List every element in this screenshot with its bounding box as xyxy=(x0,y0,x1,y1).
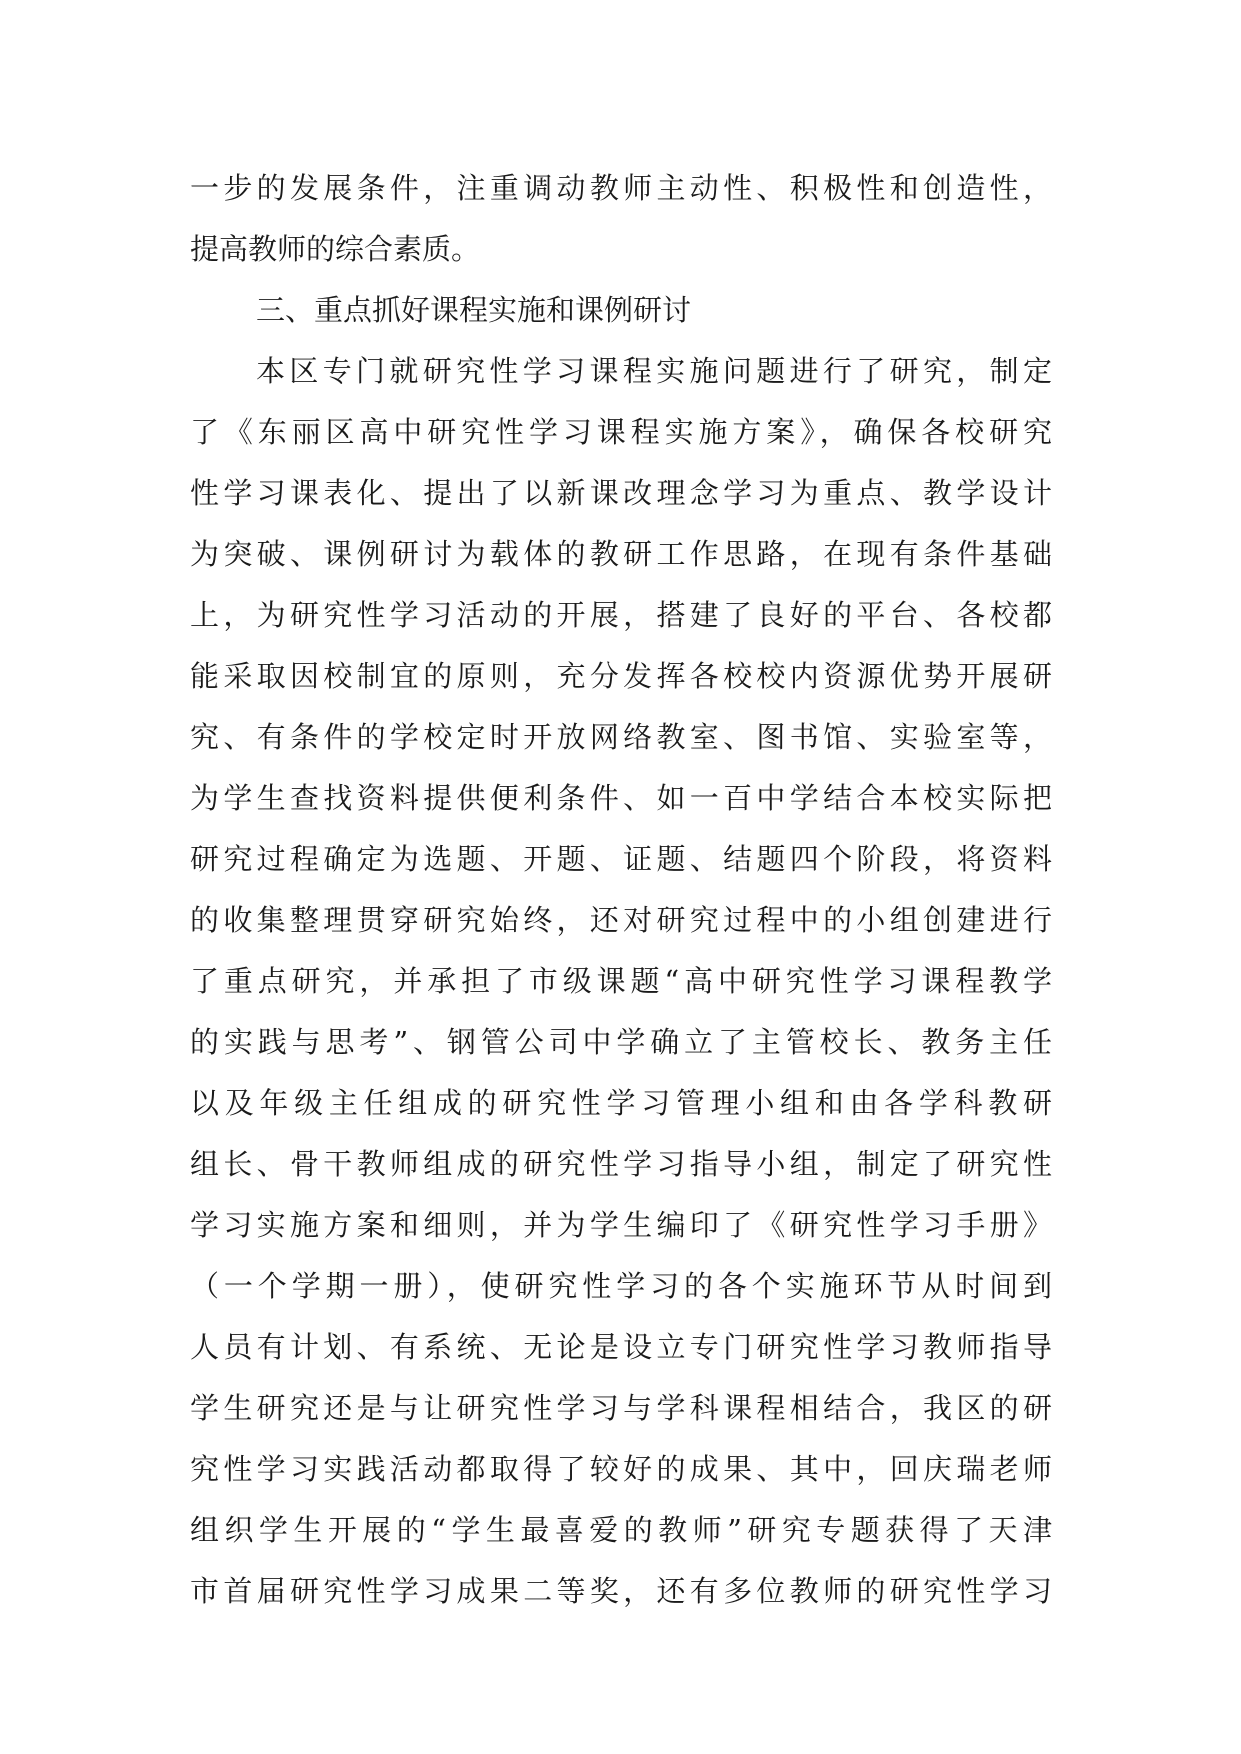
text-line: 学生研究还是与让研究性学习与学科课程相结合，我区的研 xyxy=(190,1391,1052,1425)
text-line: 的实践与思考”、钢管公司中学确立了主管校长、教务主任 xyxy=(190,1025,1052,1059)
body-text xyxy=(190,158,1052,1622)
text-line: 市首届研究性学习成果二等奖，还有多位教师的研究性学习 xyxy=(190,1574,1052,1608)
text-line: 人员有计划、有系统、无论是设立专门研究性学习教师指导 xyxy=(190,1330,1052,1364)
text-line: 提高教师的综合素质。 xyxy=(190,232,481,266)
text-line: （一个学期一册），使研究性学习的各个实施环节从时间到 xyxy=(190,1269,1052,1303)
text-line: 性学习课表化、提出了以新课改理念学习为重点、教学设计 xyxy=(190,476,1052,510)
text-line: 能采取因校制宜的原则，充分发挥各校校内资源优势开展研 xyxy=(190,659,1052,693)
text-line: 一步的发展条件，注重调动教师主动性、积极性和创造性， xyxy=(190,171,1052,205)
text-line: 为学生查找资料提供便利条件、如一百中学结合本校实际把 xyxy=(190,781,1052,815)
text-line: 研究过程确定为选题、开题、证题、结题四个阶段，将资料 xyxy=(190,842,1052,876)
text-line: 以及年级主任组成的研究性学习管理小组和由各学科教研 xyxy=(190,1086,1052,1120)
text-line: 本区专门就研究性学习课程实施问题进行了研究，制定 xyxy=(256,354,1052,388)
text-line: 组长、骨干教师组成的研究性学习指导小组，制定了研究性 xyxy=(190,1147,1052,1181)
text-line: 的收集整理贯穿研究始终，还对研究过程中的小组创建进行 xyxy=(190,903,1052,937)
text-line: 上，为研究性学习活动的开展，搭建了良好的平台、各校都 xyxy=(190,598,1052,632)
text-line: 了重点研究，并承担了市级课题“高中研究性学习课程教学 xyxy=(190,964,1052,998)
text-line: 学习实施方案和细则，并为学生编印了《研究性学习手册》 xyxy=(190,1208,1052,1242)
text-line: 为突破、课例研讨为载体的教研工作思路，在现有条件基础 xyxy=(190,537,1052,571)
text-line: 究性学习实践活动都取得了较好的成果、其中，回庆瑞老师 xyxy=(190,1452,1052,1486)
text-line: 组织学生开展的“学生最喜爱的教师”研究专题获得了天津 xyxy=(190,1513,1052,1547)
text-line: 究、有条件的学校定时开放网络教室、图书馆、实验室等， xyxy=(190,720,1052,754)
section-heading: 三、重点抓好课程实施和课例研讨 xyxy=(256,293,692,327)
text-line: 了《东丽区高中研究性学习课程实施方案》，确保各校研究 xyxy=(190,415,1052,449)
